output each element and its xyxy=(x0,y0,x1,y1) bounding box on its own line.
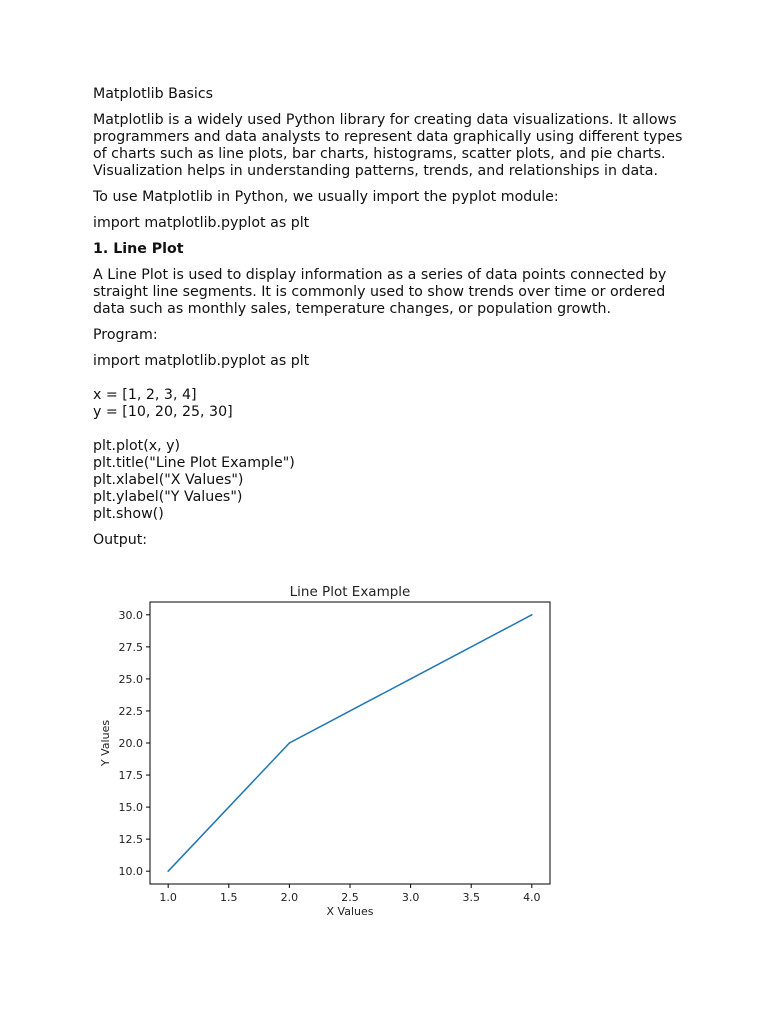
data-point xyxy=(531,614,533,616)
y-tick-label: 20.0 xyxy=(118,737,143,750)
data-point xyxy=(289,742,291,744)
document-page xyxy=(93,86,683,558)
import-line: import matplotlib.pyplot as plt xyxy=(93,215,310,231)
x-tick-label: 4.0 xyxy=(523,891,541,904)
output-label: Output: xyxy=(93,532,148,548)
intro-paragraph: Matplotlib is a widely used Python library for creating data visualizations. It allows programmers and data analysts to represent data graphically using different types of charts such as line plots, bar charts, histograms, scatter plots, and pie charts. Visualization helps in understanding patterns, trends, and relationships in data. xyxy=(93,112,683,179)
y-tick-label: 27.5 xyxy=(118,640,143,654)
y-axis-label: Y Values xyxy=(99,719,112,767)
y-tick-label: 10.0 xyxy=(118,865,143,879)
code-line-y: y = [10, 20, 25, 30] xyxy=(93,404,233,420)
code-line-import: import matplotlib.pyplot as plt xyxy=(93,353,310,369)
section-description: A Line Plot is used to display information as a series of data points connected by straight line segments. It is commonly used to show trends over time or ordered data such as monthly sales, temperature changes, or population growth. xyxy=(93,267,667,317)
plot-area xyxy=(119,602,551,904)
code-block xyxy=(93,353,683,523)
x-tick-label: 1.5 xyxy=(220,891,238,904)
x-tick-label: 1.0 xyxy=(159,891,177,904)
section-heading: 1. Line Plot xyxy=(93,241,184,257)
code-line-title: plt.title("Line Plot Example") xyxy=(93,455,295,471)
y-tick-label: 17.5 xyxy=(118,769,143,783)
y-tick-label: 25.0 xyxy=(118,672,143,686)
y-tick-label: 15.0 xyxy=(118,801,143,815)
x-tick-label: 2.0 xyxy=(280,891,299,904)
x-tick-label: 3.0 xyxy=(401,891,420,904)
code-line-x: x = [1, 2, 3, 4] xyxy=(93,387,197,403)
chart-title: Line Plot Example xyxy=(289,584,411,600)
x-tick-label: 3.5 xyxy=(462,891,480,904)
code-line-xlabel: plt.xlabel("X Values") xyxy=(93,472,244,488)
x-axis-label: X Values xyxy=(326,905,374,918)
import-note: To use Matplotlib in Python, we usually import the pyplot module: xyxy=(93,189,559,205)
code-line-ylabel: plt.ylabel("Y Values") xyxy=(93,489,243,505)
data-point xyxy=(410,678,412,680)
y-tick-label: 12.5 xyxy=(118,833,143,847)
document-title: Matplotlib Basics xyxy=(93,86,214,102)
y-tick-label: 30.0 xyxy=(118,608,143,622)
line-plot-chart xyxy=(92,578,562,923)
x-tick-label: 2.5 xyxy=(341,891,359,904)
code-line-plot: plt.plot(x, y) xyxy=(93,438,181,454)
plot-frame xyxy=(150,602,550,884)
data-point xyxy=(167,870,169,872)
series-line xyxy=(168,615,532,871)
code-line-show: plt.show() xyxy=(93,506,164,522)
program-label: Program: xyxy=(93,327,158,343)
y-tick-label: 22.5 xyxy=(118,704,143,718)
